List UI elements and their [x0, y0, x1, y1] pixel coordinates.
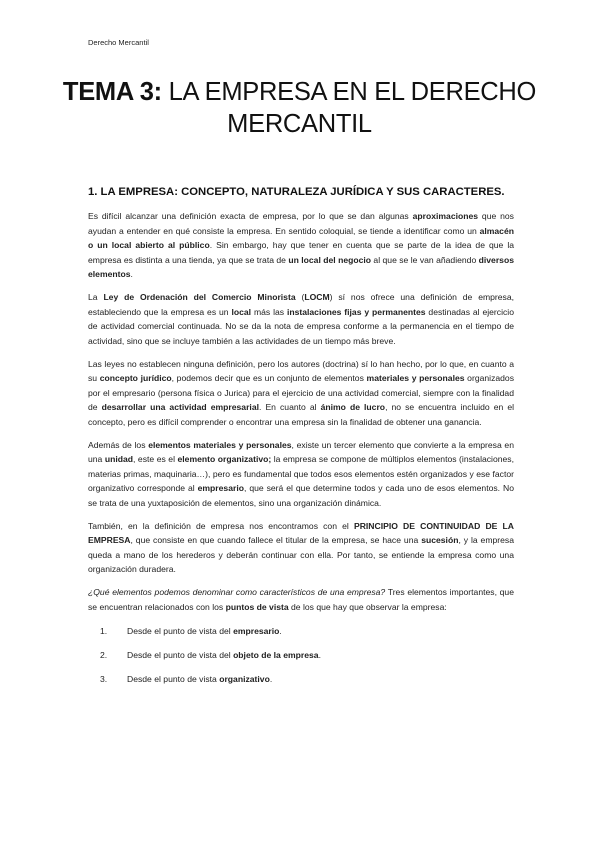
emphasis: desarrollar una actividad empresarial — [101, 402, 259, 412]
text-run: La — [88, 292, 104, 302]
section-heading: 1. LA EMPRESA: CONCEPTO, NATURALEZA JURÍDICA Y SUS CARACTERES. — [88, 186, 505, 198]
emphasis: empresario — [233, 626, 280, 636]
emphasis: concepto jurídico — [99, 373, 172, 383]
emphasis: unidad — [104, 454, 134, 464]
emphasis: objeto de la empresa — [233, 650, 319, 660]
emphasis: elementos materiales y personales — [148, 439, 292, 450]
text-run: , que será el que determine todos y cada uno de esos elementos. No se trata de una yuxtaposición de elementos, sino una organización dinámica. — [88, 483, 514, 508]
text-run: Tres elementos importantes, que se encuentran relacionados con los — [88, 587, 514, 612]
running-header: Derecho Mercantil — [88, 38, 149, 47]
paragraph-5 — [88, 519, 514, 577]
paragraph-1 — [88, 209, 514, 282]
text-run: . Sin embargo, hay que tener en cuenta que se parte de la idea de que la empresa es distinta a una tienda, ya que se trata de — [88, 240, 515, 265]
list-number: 3. — [100, 674, 108, 684]
text-run: ( — [295, 292, 305, 302]
text-run: Es difícil alcanzar una definición exacta de empresa, por lo que se dan algunas — [88, 211, 413, 221]
emphasis: almacén o un local abierto al público — [88, 225, 514, 250]
text-run: destinadas al ejercicio de actividad comercial continuada. No se da la nota de empresa conforme a la permanencia en el tiempo de actividad, sino que se incluye también a las actividades de un tiempo más breve. — [88, 306, 514, 346]
text-run: También, en la definición de empresa nos encontramos con el — [88, 520, 354, 531]
paragraph-2 — [88, 290, 514, 348]
numbered-list — [88, 624, 514, 687]
text-run: organizados por el empresario (persona física o Jurica) para el ejercicio de una actividad comercial, siempre con la finalidad de — [88, 373, 515, 412]
emphasis: elemento organizativo; — [177, 454, 272, 464]
text-run: ) sí nos ofrece una definición de empresa, estableciendo que la empresa es un — [88, 292, 515, 317]
emphasis: un local del negocio — [288, 254, 372, 265]
text-run: . — [279, 626, 282, 636]
emphasis: ánimo de lucro — [320, 402, 386, 412]
text-run: que nos ayudan a entender en qué consiste la empresa. En sentido coloquial, se tiende a identificar como un — [88, 211, 514, 236]
list-item-text — [127, 624, 282, 639]
page-title — [60, 76, 539, 140]
emphasis: sucesión — [421, 535, 459, 545]
emphasis: Ley de Ordenación del Comercio Minorista — [103, 292, 296, 302]
emphasis: instalaciones fijas y permanentes — [286, 306, 426, 317]
text-run: , que consiste en que cuando fallece el titular de la empresa, se hace una — [130, 535, 422, 545]
text-run: . — [269, 674, 273, 684]
list-number: 1. — [100, 626, 108, 636]
text-run: la empresa se compone de múltiplos elementos (instalaciones, materias primas, maquinaria…), pero es fundamental que todos esos elementos estén organizados y ese factor organizativo corresponde al — [88, 454, 514, 493]
paragraph-4 — [88, 438, 514, 511]
text-run: . — [318, 650, 321, 660]
emphasis: materiales y personales — [366, 373, 465, 383]
paragraph-3 — [88, 357, 514, 430]
text-run: Desde el punto de vista — [127, 674, 220, 684]
paragraph-6 — [88, 585, 514, 614]
text-run: , existe un tercer elemento que convierte a la empresa en una — [88, 439, 514, 464]
emphasis: LOCM — [304, 292, 330, 302]
list-item-text — [127, 672, 272, 687]
question-text: ¿Qué elementos podemos denominar como característicos de una empresa? — [88, 587, 386, 597]
text-run: . En cuanto al — [259, 402, 321, 412]
body-text — [88, 209, 514, 696]
emphasis: organizativo — [219, 674, 270, 684]
emphasis: diversos elementos — [88, 254, 514, 279]
list-item — [88, 672, 514, 687]
title-text: LA EMPRESA EN EL DERECHO MERCANTIL — [161, 78, 537, 138]
emphasis: PRINCIPIO DE CONTINUIDAD DE LA EMPRESA — [88, 520, 514, 545]
text-run: , y la empresa queda a mano de los herederos y deberán continuar con ella. Por tanto, se entiende la empresa como una organización duradera. — [88, 535, 514, 574]
text-run: Además de los — [88, 439, 149, 450]
list-item-text — [127, 648, 321, 663]
emphasis: empresario — [197, 483, 244, 493]
text-run: más las — [251, 306, 287, 317]
text-run: , no se encuentra incluido en el concepto, pero es difícil comprender o encontrar una empresa sin la finalidad de obtener una ganancia. — [88, 402, 515, 427]
text-run: Las leyes no establecen ninguna definición, pero los autores (doctrina) sí lo han hecho, por lo que, en cuanto a su — [88, 358, 514, 383]
text-run: . — [130, 269, 133, 279]
text-run: , podemos decir que es un conjunto de elementos — [171, 373, 367, 383]
emphasis: local — [231, 306, 252, 317]
text-run: al que se le van añadiendo — [371, 254, 479, 265]
list-item — [88, 624, 514, 639]
emphasis: aproximaciones — [412, 211, 479, 221]
list-item — [88, 648, 514, 663]
emphasis: puntos de vista — [225, 601, 289, 612]
list-number: 2. — [100, 650, 108, 660]
text-run: de los que hay que observar la empresa: — [288, 601, 447, 612]
text-run: Desde el punto de vista del — [127, 626, 234, 636]
text-run: Desde el punto de vista del — [127, 650, 234, 660]
text-run: , este es el — [133, 454, 178, 464]
title-label: TEMA 3: — [62, 78, 162, 106]
